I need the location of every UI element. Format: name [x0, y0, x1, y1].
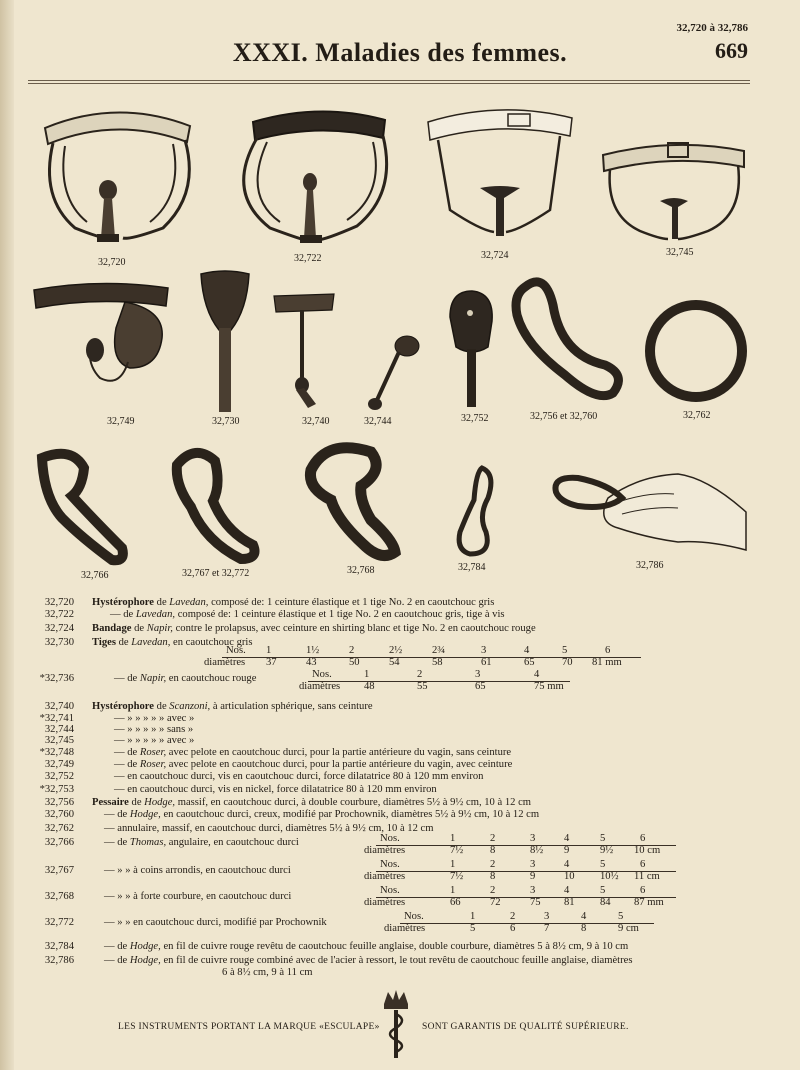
size-table-cell: 6: [640, 833, 646, 844]
size-table-cell: 7: [544, 923, 550, 934]
entry-code: 32,767: [44, 865, 74, 876]
size-table-label: Nos.: [404, 911, 424, 922]
entry-post: avec pelote en caoutchouc durci, pour la partie antérieure du vagin, avec ceinture: [166, 759, 513, 770]
entry-post: annulaire, massif, en caoutchouc durci, diamètres 5½ à 9½ cm, 10 à 12 cm: [117, 823, 434, 834]
size-table-label: diamètres: [204, 657, 246, 668]
entry-description: [114, 760, 512, 771]
figure-caption: 32,756 et 32,760: [530, 411, 598, 422]
size-table-cell: 3: [530, 833, 536, 844]
entry-post: avec »: [166, 713, 195, 724]
entry-mid: de: [127, 747, 140, 758]
size-table-cell: 66: [450, 897, 461, 908]
entry-post: sans »: [166, 724, 194, 735]
entry-ital: Hodge,: [144, 797, 176, 808]
entry-mid: de: [127, 673, 140, 684]
size-table-cell: 10½: [600, 871, 619, 882]
size-table-label: Nos.: [226, 645, 246, 656]
entry-code: 32,740: [44, 701, 74, 712]
entry-description: [104, 918, 327, 929]
entry-description: [92, 798, 531, 809]
entry-code: 32,730: [44, 637, 74, 648]
size-table-cell: 54: [389, 657, 400, 668]
entry-code: 32,762: [44, 823, 74, 834]
size-table-cell: 1: [450, 859, 456, 870]
entry-code: 32,784: [44, 941, 74, 952]
entry-continuation: 6 à 8½ cm, 9 à 11 cm: [222, 967, 313, 978]
size-table-cell: 61: [481, 657, 492, 668]
figure-caption: 32,768: [347, 565, 375, 576]
entry-pre: — » »: [104, 917, 134, 928]
entry-post: en caoutchouc durci, vis en nickel, force dilatatrice 80 à 120 mm environ: [127, 784, 437, 795]
entry-description: [114, 772, 483, 783]
size-table-cell: 70: [562, 657, 573, 668]
size-table-label: Nos.: [312, 669, 332, 680]
size-table-cell: 3: [530, 885, 536, 896]
size-table-label: diamètres: [364, 845, 406, 856]
size-table-cell: 6: [640, 885, 646, 896]
entry-code: 32,720: [44, 597, 74, 608]
size-table-cell: 48: [364, 681, 375, 692]
size-table-cell: 1: [450, 833, 456, 844]
entry-post: composé de: 1 ceinture élastique et 1 tige No. 2 en caoutchouc gris, tige à vis: [175, 609, 505, 620]
figure-caption: 32,724: [481, 250, 509, 261]
entry-description: [92, 598, 494, 609]
belt-pelote-icon: [30, 278, 175, 416]
entry-code: 32,722: [44, 609, 74, 620]
entry-ital: Lavedan,: [169, 597, 209, 608]
size-table-cell: 9½: [600, 845, 614, 856]
figure-caption: 32,786: [636, 560, 664, 571]
size-table-cell: 55: [417, 681, 428, 692]
size-table-rule: [400, 923, 654, 924]
size-table-cell: 37: [266, 657, 277, 668]
page-spine: [0, 0, 14, 1070]
size-table-cell: 5: [600, 885, 606, 896]
articulated-stem-icon: [355, 330, 425, 415]
entry-mid: de: [115, 637, 132, 648]
thomas-pessary-icon: [32, 448, 132, 568]
size-table-label: Nos.: [380, 885, 400, 896]
entry-description: [104, 866, 291, 877]
entry-mid: de: [131, 623, 147, 634]
pessary-belt-icon: [598, 135, 750, 247]
entry-code: 32,768: [44, 891, 74, 902]
entry-post: en fil de cuivre rouge combiné avec de l'acier à ressort, le tout revêtu de caoutchouc feuille anglaise, diamètres: [160, 955, 633, 966]
size-table-cell: 4: [534, 669, 540, 680]
size-table-cell: 81: [564, 897, 575, 908]
size-table-cell: 3: [481, 645, 487, 656]
entry-bold: Pessaire: [92, 797, 129, 808]
figure-caption: 32,720: [98, 257, 126, 268]
entry-pre: —: [114, 747, 128, 758]
size-table-cell: 43: [306, 657, 317, 668]
entry-code: 32,724: [44, 623, 74, 634]
entry-description: [114, 714, 194, 725]
entry-ital: Hodge,: [129, 941, 161, 952]
size-table-cell: 10: [564, 871, 575, 882]
page-title: XXXI. Maladies des femmes.: [232, 38, 568, 67]
entry-pre: —: [114, 784, 128, 795]
size-table-cell: 2: [349, 645, 355, 656]
size-table-label: Nos.: [380, 833, 400, 844]
entry-description: [92, 624, 536, 635]
entry-mid: de: [154, 701, 170, 712]
dilator-icon: [440, 287, 505, 412]
entry-bold: Tiges: [92, 637, 116, 648]
entry-bold: Bandage: [92, 623, 132, 634]
pessary-belt-icon: [35, 98, 200, 253]
entry-code: 32,744: [44, 724, 74, 735]
entry-description: [104, 892, 291, 903]
size-table-cell: 2: [417, 669, 423, 680]
entry-post: contre le prolapsus, avec ceinture en shirting blanc et tige No. 2 en caoutchouc rouge: [172, 623, 536, 634]
entry-ital: Roser,: [139, 747, 167, 758]
stem-icon: [195, 270, 255, 415]
size-table-cell: 4: [581, 911, 587, 922]
size-table-cell: 3: [544, 911, 550, 922]
size-table-label: diamètres: [299, 681, 341, 692]
size-table-rule: [376, 897, 676, 898]
entry-post: composé de: 1 ceinture élastique et 1 tige No. 2 en caoutchouc gris: [208, 597, 495, 608]
entry-pre: — » » » » »: [114, 713, 167, 724]
entry-description: [114, 674, 256, 685]
figure-caption: 32,740: [302, 416, 330, 427]
entry-post: à forte courbure, en caoutchouc durci: [133, 891, 292, 902]
size-table-cell: 1: [450, 885, 456, 896]
entry-code: 32,786: [44, 955, 74, 966]
size-table-cell: 4: [564, 885, 570, 896]
figure-caption: 32,766: [81, 570, 109, 581]
figure-caption: 32,744: [364, 416, 392, 427]
entry-mid: de: [128, 797, 145, 808]
entry-pre: — » »: [104, 891, 134, 902]
curved-pessary-icon: [297, 440, 407, 565]
entry-ital: Roser,: [139, 759, 167, 770]
entry-ital: Napir,: [146, 623, 173, 634]
entry-code: *32,736: [39, 673, 74, 684]
entry-pre: —: [110, 609, 124, 620]
size-table-cell: 1: [470, 911, 476, 922]
size-table-rule: [376, 845, 676, 846]
entry-ital: Hodge,: [129, 809, 161, 820]
size-table-cell: 4: [524, 645, 530, 656]
footer-right-text: SONT GARANTIS DE QUALITÉ SUPÉRIEURE.: [422, 1022, 629, 1032]
ring-pessary-icon: [640, 295, 752, 407]
size-table-rule: [376, 871, 676, 872]
entry-post: angulaire, en caoutchouc durci: [166, 837, 299, 848]
figure-caption: 32,745: [666, 247, 694, 258]
size-table-cell: 1½: [306, 645, 320, 656]
size-table-cell: 1: [266, 645, 272, 656]
size-table-cell: 84: [600, 897, 611, 908]
size-table-cell: 3: [475, 669, 481, 680]
size-table-cell: 8: [490, 845, 496, 856]
size-table-cell: 5: [600, 859, 606, 870]
size-table-cell: 5: [618, 911, 624, 922]
entry-pre: —: [114, 771, 128, 782]
entry-bold: Hystérophore: [92, 597, 154, 608]
entry-code: 32,760: [44, 809, 74, 820]
entry-code: 32,766: [44, 837, 74, 848]
entry-post: en caoutchouc durci, creux, modifié par Prochownik, diamètres 5½ à 9½ cm, 10 à 12 cm: [160, 809, 540, 820]
entry-pre: — de: [104, 955, 130, 966]
entry-pre: — de: [104, 941, 130, 952]
size-table-cell: 3: [530, 859, 536, 870]
size-table-cell: 8: [490, 871, 496, 882]
size-table-cell: 75: [530, 897, 541, 908]
entry-post: avec »: [166, 735, 195, 746]
figure-caption: 32,752: [461, 413, 489, 424]
entry-post: avec pelote en caoutchouc durci, pour la partie antérieure du vagin, sans ceinture: [166, 747, 512, 758]
articulated-stem-icon: [270, 290, 340, 415]
entry-post: à articulation sphérique, sans ceinture: [210, 701, 373, 712]
size-table-cell: 58: [432, 657, 443, 668]
size-table-cell: 9: [564, 845, 570, 856]
size-table-cell: 11 cm: [634, 871, 660, 882]
footer-left-text: LES INSTRUMENTS PORTANT LA MARQUE «ESCULAPE»: [118, 1022, 380, 1032]
figure-caption: 32,767 et 32,772: [182, 568, 250, 579]
size-table-cell: 87 mm: [634, 897, 664, 908]
size-table-cell: 75 mm: [534, 681, 564, 692]
size-table-cell: 2: [490, 885, 496, 896]
entry-post: en caoutchouc gris: [170, 637, 253, 648]
size-table-cell: 50: [349, 657, 360, 668]
figure-caption: 32,784: [458, 562, 486, 573]
size-table-cell: 2: [490, 833, 496, 844]
entry-mid: de: [127, 759, 140, 770]
entry-code: *32,748: [39, 747, 74, 758]
size-table-cell: 6: [605, 645, 611, 656]
entry-description: [104, 838, 299, 849]
size-table-cell: 65: [524, 657, 535, 668]
entry-code: 32,772: [44, 917, 74, 928]
size-table-cell: 7½: [450, 845, 464, 856]
esculape-caduceus-crown-icon: [380, 990, 412, 1060]
catalog-range: 32,720 à 32,786: [676, 22, 748, 34]
entry-ital: Scanzoni,: [169, 701, 211, 712]
size-table-cell: 8½: [530, 845, 544, 856]
size-table-cell: 5: [600, 833, 606, 844]
figure-caption: 32,730: [212, 416, 240, 427]
entry-pre: —: [114, 759, 128, 770]
entry-post: en caoutchouc durci, vis en caoutchouc durci, force dilatatrice 80 à 120 mm environ: [127, 771, 484, 782]
size-table-cell: 65: [475, 681, 486, 692]
entry-description: [92, 702, 373, 713]
entry-code: *32,753: [39, 784, 74, 795]
entry-post: en caoutchouc rouge: [166, 673, 257, 684]
entry-description: [110, 610, 505, 621]
entry-description: [114, 785, 437, 796]
entry-ital: Lavedan,: [131, 637, 171, 648]
entry-description: [114, 725, 193, 736]
size-table-rule: [308, 681, 570, 682]
entry-pre: — » » » » »: [114, 735, 167, 746]
entry-description: [104, 956, 632, 967]
curved-pessary-icon: [165, 445, 265, 565]
figure-caption: 32,749: [107, 416, 135, 427]
entry-description: [114, 748, 511, 759]
entry-ital: Hodge,: [129, 955, 161, 966]
bandage-belt-icon: [420, 100, 580, 250]
entry-pre: — » » » » »: [114, 724, 167, 735]
entry-post: en caoutchouc durci, modifié par Prochownik: [133, 917, 327, 928]
entry-description: [104, 810, 539, 821]
header-rule-double: [28, 83, 750, 84]
size-table-cell: 6: [510, 923, 516, 934]
entry-mid: de: [123, 609, 136, 620]
size-table-cell: 7½: [450, 871, 464, 882]
size-table-label: diamètres: [384, 923, 426, 934]
figure-caption: 32,762: [683, 410, 711, 421]
entry-ital: Napir,: [139, 673, 167, 684]
entry-code: 32,752: [44, 771, 74, 782]
entry-pre: — de: [104, 837, 130, 848]
size-table-cell: 5: [470, 923, 476, 934]
size-table-cell: 6: [640, 859, 646, 870]
size-table-cell: 2: [490, 859, 496, 870]
size-table-cell: 72: [490, 897, 501, 908]
entry-post: à coins arrondis, en caoutchouc durci: [133, 865, 291, 876]
entry-ital: Thomas,: [129, 837, 167, 848]
entry-post: en fil de cuivre rouge revêtu de caoutchouc feuille anglaise, double courbure, diamètres 5 à 8½ cm, 9 à 10 cm: [160, 941, 629, 952]
entry-bold: Hystérophore: [92, 701, 154, 712]
size-table-cell: 5: [562, 645, 568, 656]
size-table-label: Nos.: [380, 859, 400, 870]
entry-ital: Lavedan,: [135, 609, 176, 620]
size-table-cell: 2¾: [432, 645, 446, 656]
size-table-cell: 10 cm: [634, 845, 661, 856]
entry-code: 32,756: [44, 797, 74, 808]
size-table-cell: 81 mm: [592, 657, 622, 668]
header-rule: [28, 80, 750, 81]
size-table-cell: 2½: [389, 645, 403, 656]
size-table-label: diamètres: [364, 897, 406, 908]
size-table-cell: 9: [530, 871, 536, 882]
page-number: 669: [715, 38, 748, 63]
entry-pre: —: [114, 673, 128, 684]
entry-pre: —: [104, 823, 118, 834]
entry-code: *32,741: [39, 713, 74, 724]
entry-post: massif, en caoutchouc durci, à double courbure, diamètres 5½ à 9½ cm, 10 à 12 cm: [175, 797, 532, 808]
pessary-belt-icon: [225, 98, 400, 253]
hodge-pessary-icon: [505, 275, 625, 410]
size-table-cell: 4: [564, 859, 570, 870]
entry-description: [104, 942, 628, 953]
entry-pre: — » »: [104, 865, 134, 876]
entry-pre: — de: [104, 809, 130, 820]
entry-description: [114, 736, 194, 747]
size-table-cell: 1: [364, 669, 370, 680]
figure-caption: 32,722: [294, 253, 322, 264]
entry-mid: de: [154, 597, 170, 608]
size-table-label: diamètres: [364, 871, 406, 882]
entry-code: 32,749: [44, 759, 74, 770]
size-table-cell: 9 cm: [618, 923, 639, 934]
hand-with-pessary-icon: [548, 462, 753, 557]
size-table-cell: 8: [581, 923, 587, 934]
size-table-cell: 4: [564, 833, 570, 844]
entry-code: 32,745: [44, 735, 74, 746]
wire-pessary-icon: [450, 462, 500, 562]
size-table-cell: 2: [510, 911, 516, 922]
